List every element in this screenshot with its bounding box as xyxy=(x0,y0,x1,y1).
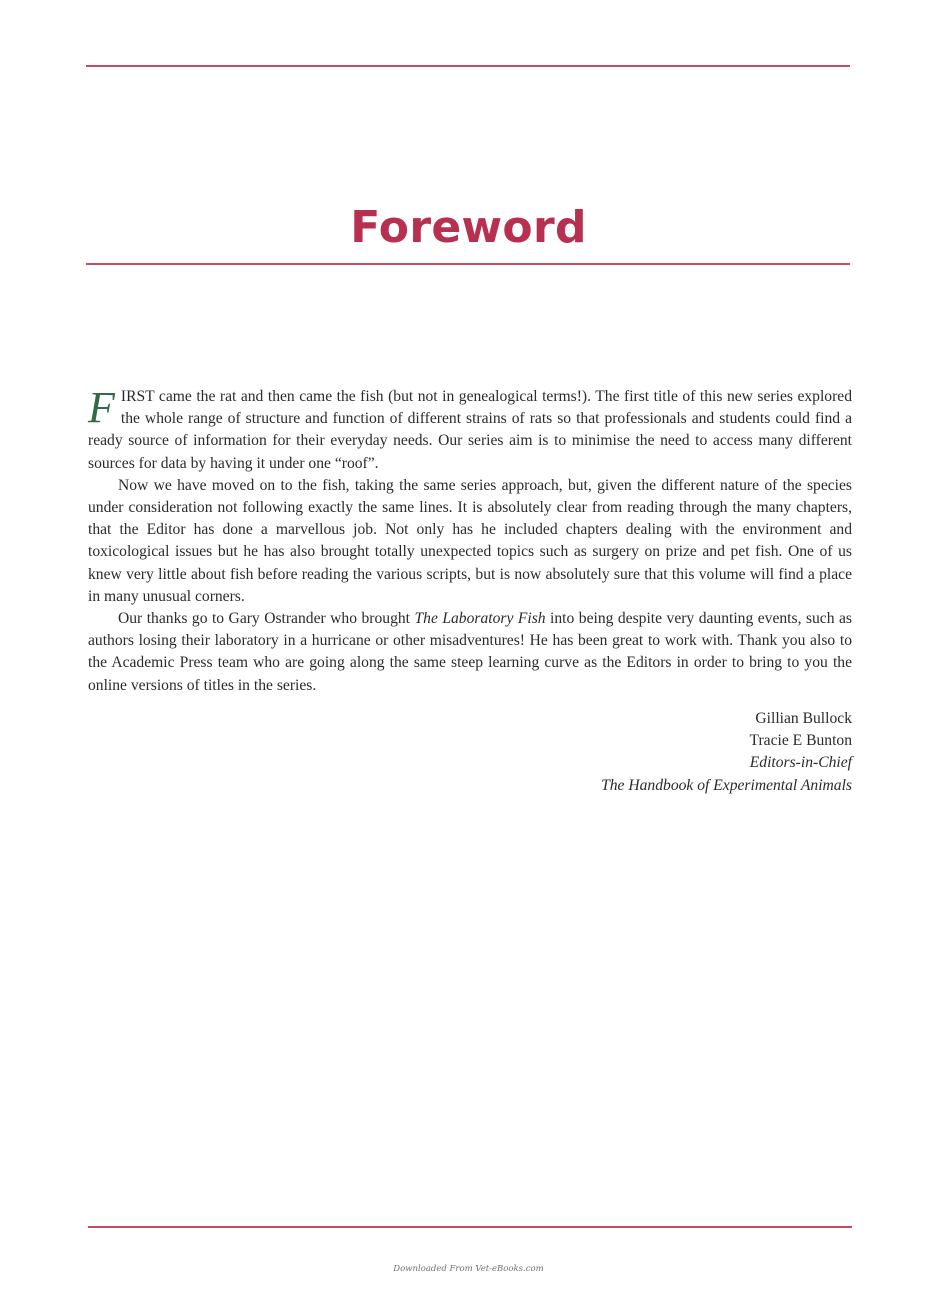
signature-block xyxy=(601,708,852,797)
drop-cap: F xyxy=(88,383,115,432)
book-title: The Laboratory Fish xyxy=(414,610,546,628)
series-title: The Handbook of Experimental Animals xyxy=(601,776,852,794)
signatory-role: Editors-in-Chief xyxy=(749,754,852,772)
signatory-name-2: Tracie E Bunton xyxy=(749,732,852,750)
top-rule xyxy=(86,65,850,67)
page-title: Foreword xyxy=(350,202,587,253)
title-rule xyxy=(86,263,850,265)
foreword-body xyxy=(88,383,852,697)
signatory-name-1: Gillian Bullock xyxy=(755,710,852,727)
paragraph-3-text-start: Our thanks go to Gary Ostrander who brought xyxy=(118,610,415,628)
bottom-rule xyxy=(88,1226,852,1228)
paragraph-3-text-end: into being despite very daunting events, such as authors losing their laboratory in a hurricane or other misadventures! He has been great to work with. Thank you also to the Academic Press team who are going along the same steep learning curve as the Editors in order to bring to you the online versions of titles in the series. xyxy=(88,610,852,694)
paragraph-1-text: IRST came the rat and then came the fish (but not in genealogical terms!). The first title of this new series explored the whole range of structure and function of different strains of rats so that professionals and students could find a ready source of information for their everyday needs. Our series aim is to minimise the need to access many different sources for data by having it under one “roof”. xyxy=(88,388,852,472)
paragraph-2: Now we have moved on to the fish, taking the same series approach, but, given the different nature of the species under consideration not following exactly the same lines. It is absolutely clear from reading through the many chapters, that the Editor has done a marvellous job. Not only has he included chapters dealing with the environment and toxicological issues but he has also brought totally unexpected topics such as surgery on prize and pet fish. One of us knew very little about fish before reading the various scripts, but is now absolutely sure that this volume will find a place in many unusual corners. xyxy=(88,476,852,605)
download-note: Downloaded From Vet-eBooks.com xyxy=(393,1264,544,1274)
paragraph-3 xyxy=(88,608,852,697)
paragraph-1 xyxy=(88,383,852,475)
